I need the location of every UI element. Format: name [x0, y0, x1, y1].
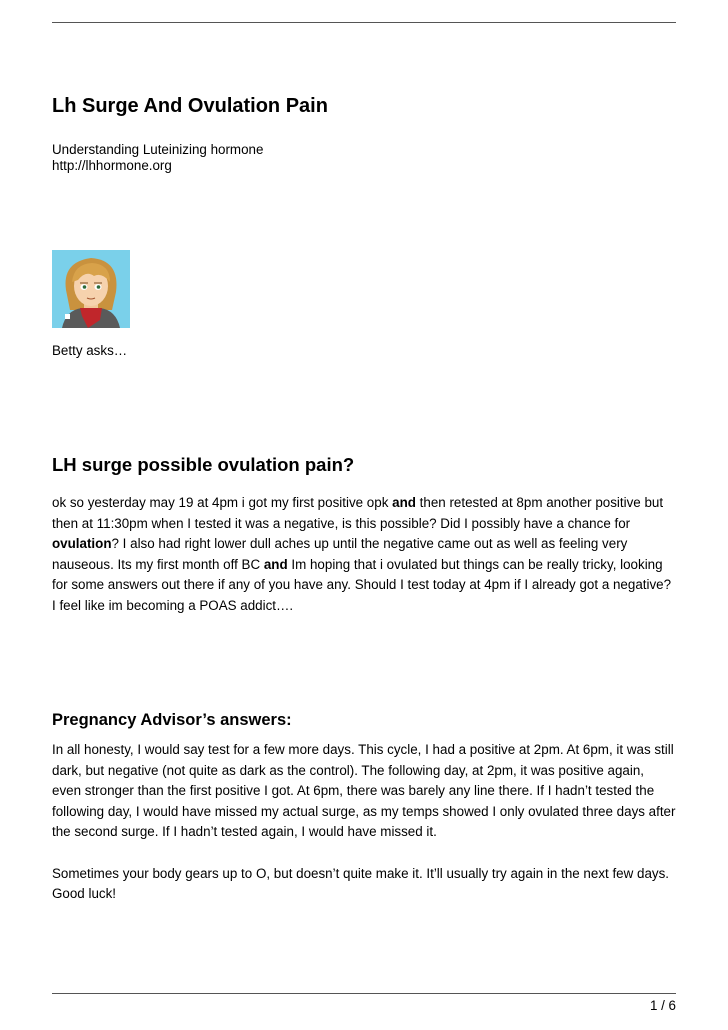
page-title: Lh Surge And Ovulation Pain	[52, 95, 328, 117]
question-text-3: ? I also had right lower dull aches up until the negative came out as well as feeling very nauseous. Its my first month off BC	[52, 536, 628, 572]
question-text-4: Im hoping that i ovulated but things can be really tricky, looking for some answers out there if any of you have any. Should I test today at 4pm if I already got a negative? I feel like im becoming a POAS addict….	[52, 556, 672, 613]
question-title: LH surge possible ovulation pain?	[52, 454, 355, 475]
highlight-and-2: and	[263, 556, 288, 572]
answers-title: Pregnancy Advisor’s answers:	[52, 711, 292, 729]
question-text-2: then retested at 8pm another positive but then at 11:30pm when I tested it was a negative, is this possible? Did I possibly have a chance for	[52, 495, 664, 531]
highlight-and-1: and	[392, 495, 416, 510]
avatar-illustration	[52, 250, 130, 328]
avatar	[52, 250, 130, 328]
highlight-ovulation: ovulation	[52, 536, 112, 552]
top-rule	[52, 22, 676, 23]
answer-paragraph-1: In all honesty, I would say test for a few more days. This cycle, I had a positive at 2pm. At 6pm, it was still dark, but negative (not quite as dark as the control). The following day, at 2pm, it was positive again, even stronger than the first positive I got. At 6pm, there was barely any line there. If I hadn’t tested the following day, I would have missed my actual surge, as my temps showed I only ovulated three days after the second surge. If I hadn’t tested again, I would have missed it.	[52, 742, 676, 840]
asker-label: Betty asks…	[52, 343, 128, 358]
page-number: 1 / 6	[649, 998, 676, 1013]
site-info	[52, 142, 676, 174]
question-text-1: ok so yesterday may 19 at 4pm i got my first positive opk	[52, 495, 393, 510]
answer-paragraph-2: Sometimes your body gears up to O, but doesn’t quite make it. It’ll usually try again in the next few days. Good luck!	[52, 865, 670, 902]
site-subtitle: Understanding Luteinizing hormone	[52, 142, 264, 157]
bottom-rule	[52, 993, 676, 994]
site-url: http://lhhormone.org	[52, 158, 172, 173]
question-body	[52, 493, 676, 617]
answer-body	[52, 740, 676, 905]
